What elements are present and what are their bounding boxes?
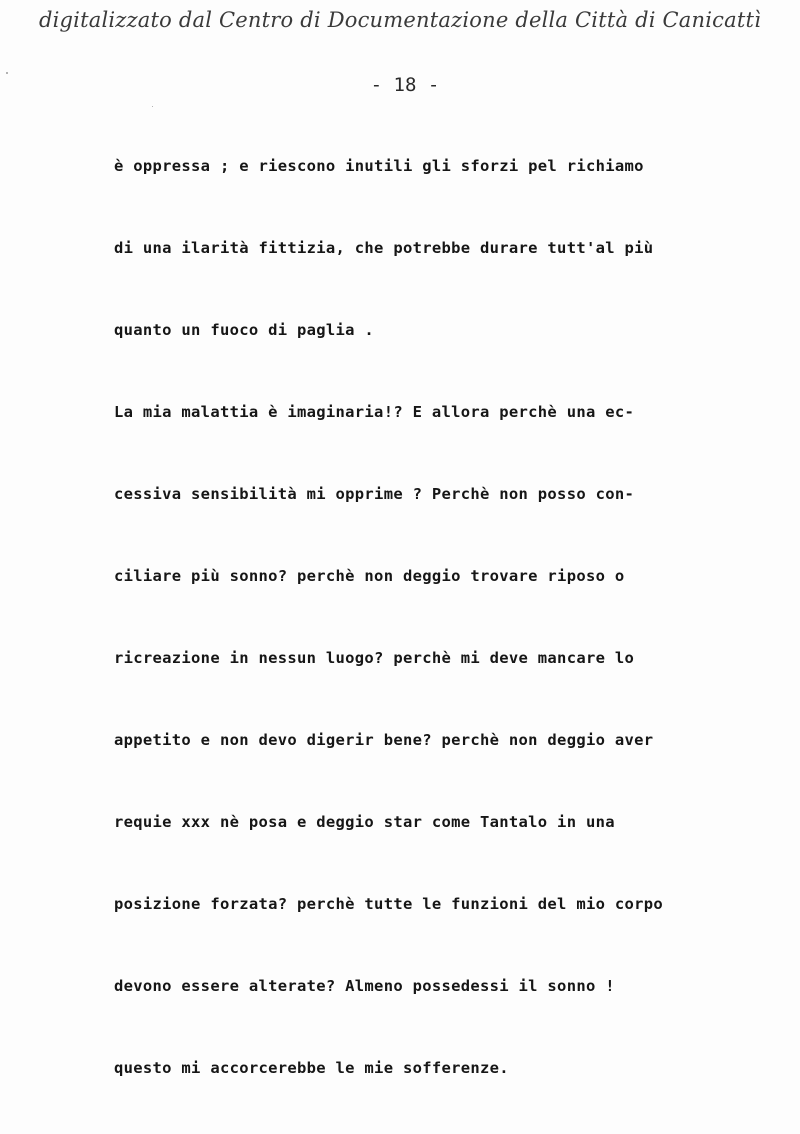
- text-line: è oppressa ; e riescono inutili gli sforzi pel richiamo: [114, 157, 644, 175]
- scan-speck: [152, 106, 153, 107]
- page-number: - 18 -: [370, 74, 440, 96]
- text-line: ricreazione in nessun luogo? perchè mi deve mancare lo: [114, 649, 635, 667]
- digitization-watermark: digitalizzato dal Centro di Documentazione della Città di Canicattì: [38, 8, 762, 32]
- text-line: quanto un fuoco di paglia .: [114, 321, 375, 339]
- text-line: questo mi accorcerebbe le mie sofferenze.: [114, 1059, 509, 1077]
- typewritten-body: [114, 148, 754, 1132]
- text-line: cessiva sensibilità mi opprime ? Perchè non posso con-: [114, 485, 635, 503]
- text-line: ciliare più sonno? perchè non deggio trovare riposo o: [114, 567, 625, 585]
- text-line: appetito e non devo digerir bene? perchè non deggio aver: [114, 731, 654, 749]
- text-line: requie xxx nè posa e deggio star come Tantalo in una: [114, 813, 615, 831]
- text-line: di una ilarità fittizia, che potrebbe durare tutt'al più: [114, 239, 654, 257]
- scan-speck: [6, 72, 8, 74]
- text-line: La mia malattia è imaginaria!? E allora perchè una ec-: [114, 403, 635, 421]
- text-line: devono essere alterate? Almeno possedessi il sonno !: [114, 977, 615, 995]
- text-line: posizione forzata? perchè tutte le funzioni del mio corpo: [114, 895, 664, 913]
